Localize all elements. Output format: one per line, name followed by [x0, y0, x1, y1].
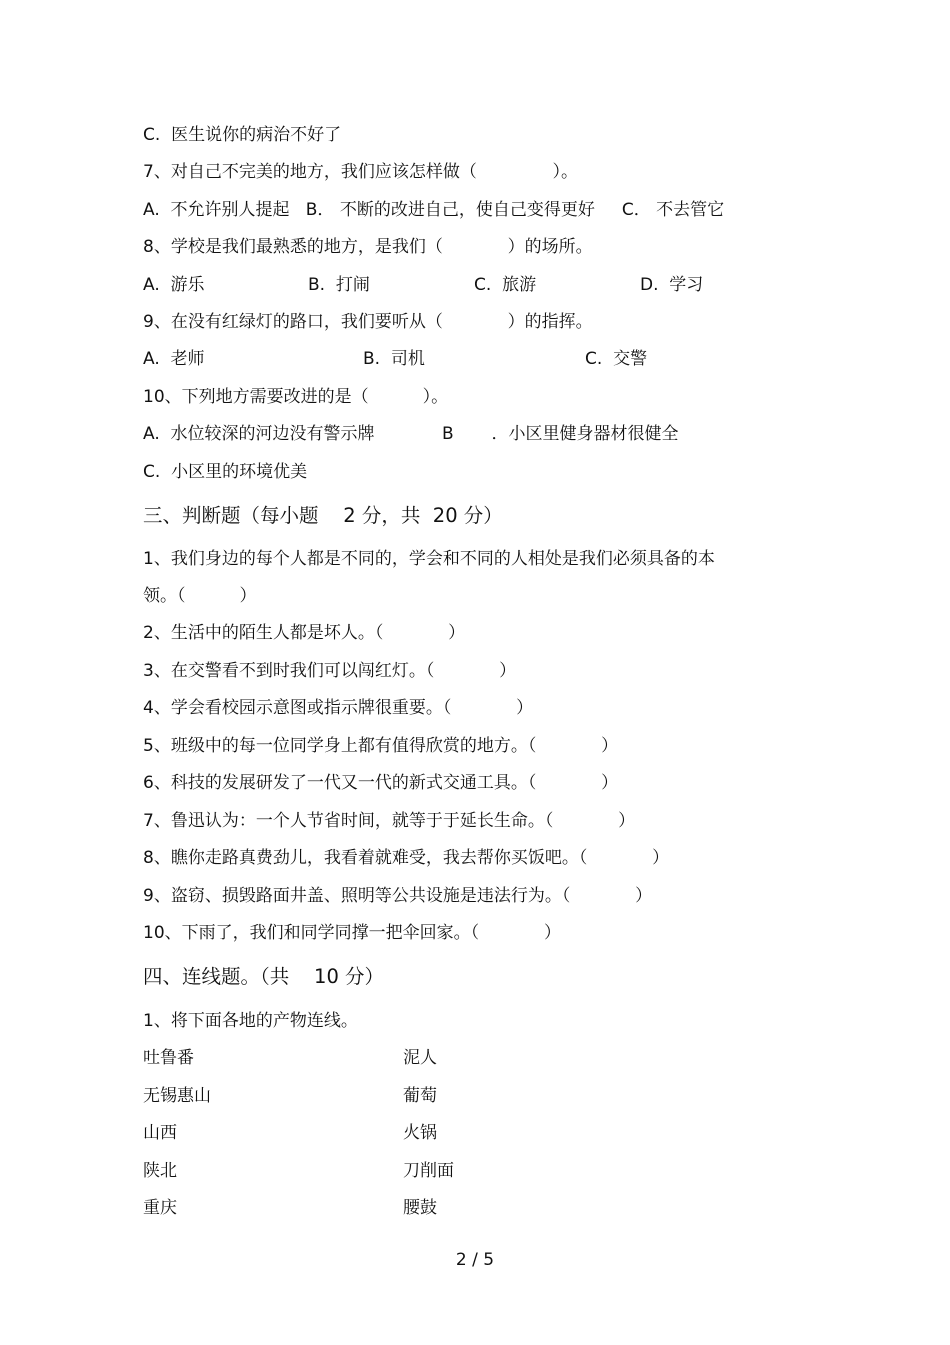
match-section-heading: 四、连线题。（共 10 分）	[143, 965, 385, 988]
judge-item: 领。（ ）	[143, 586, 257, 606]
match-right-item: 葡萄	[403, 1086, 437, 1106]
match-left-item: 吐鲁番	[143, 1048, 194, 1068]
q10-option-c: C. 小区里的环境优美	[143, 462, 308, 482]
q9-option-a: A. 老师	[143, 349, 205, 369]
judge-item: 7、鲁迅认为：一个人节省时间，就等于于延长生命。（ ）	[143, 811, 636, 831]
match-right-item: 泥人	[403, 1048, 437, 1068]
judge-item: 9、盗窃、损毁路面井盖、照明等公共设施是违法行为。（ ）	[143, 886, 653, 906]
judge-section-heading: 三、判断题（每小题 2 分，共 20 分）	[143, 504, 503, 527]
q7-text: 7、对自己不完美的地方，我们应该怎样做（ ）。	[143, 162, 578, 182]
q9-text: 9、在没有红绿灯的路口，我们要听从（ ）的指挥。	[143, 312, 593, 332]
q8-option-d: D. 学习	[640, 275, 704, 295]
judge-item: 2、生活中的陌生人都是坏人。（ ）	[143, 623, 466, 643]
judge-item: 6、科技的发展研发了一代又一代的新式交通工具。（ ）	[143, 773, 619, 793]
judge-item: 1、我们身边的每个人都是不同的，学会和不同的人相处是我们必须具备的本	[143, 549, 715, 569]
judge-item: 4、学会看校园示意图或指示牌很重要。（ ）	[143, 698, 534, 718]
match-instruction: 1、将下面各地的产物连线。	[143, 1011, 358, 1031]
judge-item: 3、在交警看不到时我们可以闯红灯。（ ）	[143, 661, 517, 681]
q9-option-b: B. 司机	[363, 349, 425, 369]
q10-option-b: B ．小区里健身器材很健全	[442, 424, 679, 444]
match-left-item: 无锡惠山	[143, 1086, 211, 1106]
q8-option-b: B. 打闹	[308, 275, 370, 295]
q10-option-a: A. 水位较深的河边没有警示牌	[143, 424, 375, 444]
q9-option-c: C. 交警	[585, 349, 648, 369]
judge-item: 10、下雨了，我们和同学同撑一把伞回家。（ ）	[143, 923, 561, 943]
q6-option-c: C. 医生说你的病治不好了	[143, 125, 342, 145]
match-right-item: 火锅	[403, 1123, 437, 1143]
match-right-item: 腰鼓	[403, 1198, 437, 1218]
judge-item: 8、瞧你走路真费劲儿，我看着就难受，我去帮你买饭吧。（ ）	[143, 848, 670, 868]
match-left-item: 山西	[143, 1123, 177, 1143]
q8-option-c: C. 旅游	[474, 275, 537, 295]
match-left-item: 重庆	[143, 1198, 177, 1218]
q8-text: 8、学校是我们最熟悉的地方，是我们（ ）的场所。	[143, 237, 593, 257]
match-right-item: 刀削面	[403, 1161, 454, 1181]
match-left-item: 陕北	[143, 1161, 177, 1181]
q8-option-a: A. 游乐	[143, 275, 205, 295]
q7-options: A. 不允许别人提起 B． 不断的改进自己，使自己变得更好 C． 不去管它	[143, 200, 725, 220]
page-number: 2 / 5	[455, 1250, 495, 1270]
judge-item: 5、班级中的每一位同学身上都有值得欣赏的地方。（ ）	[143, 736, 619, 756]
q10-text: 10、下列地方需要改进的是（ ）。	[143, 387, 449, 407]
